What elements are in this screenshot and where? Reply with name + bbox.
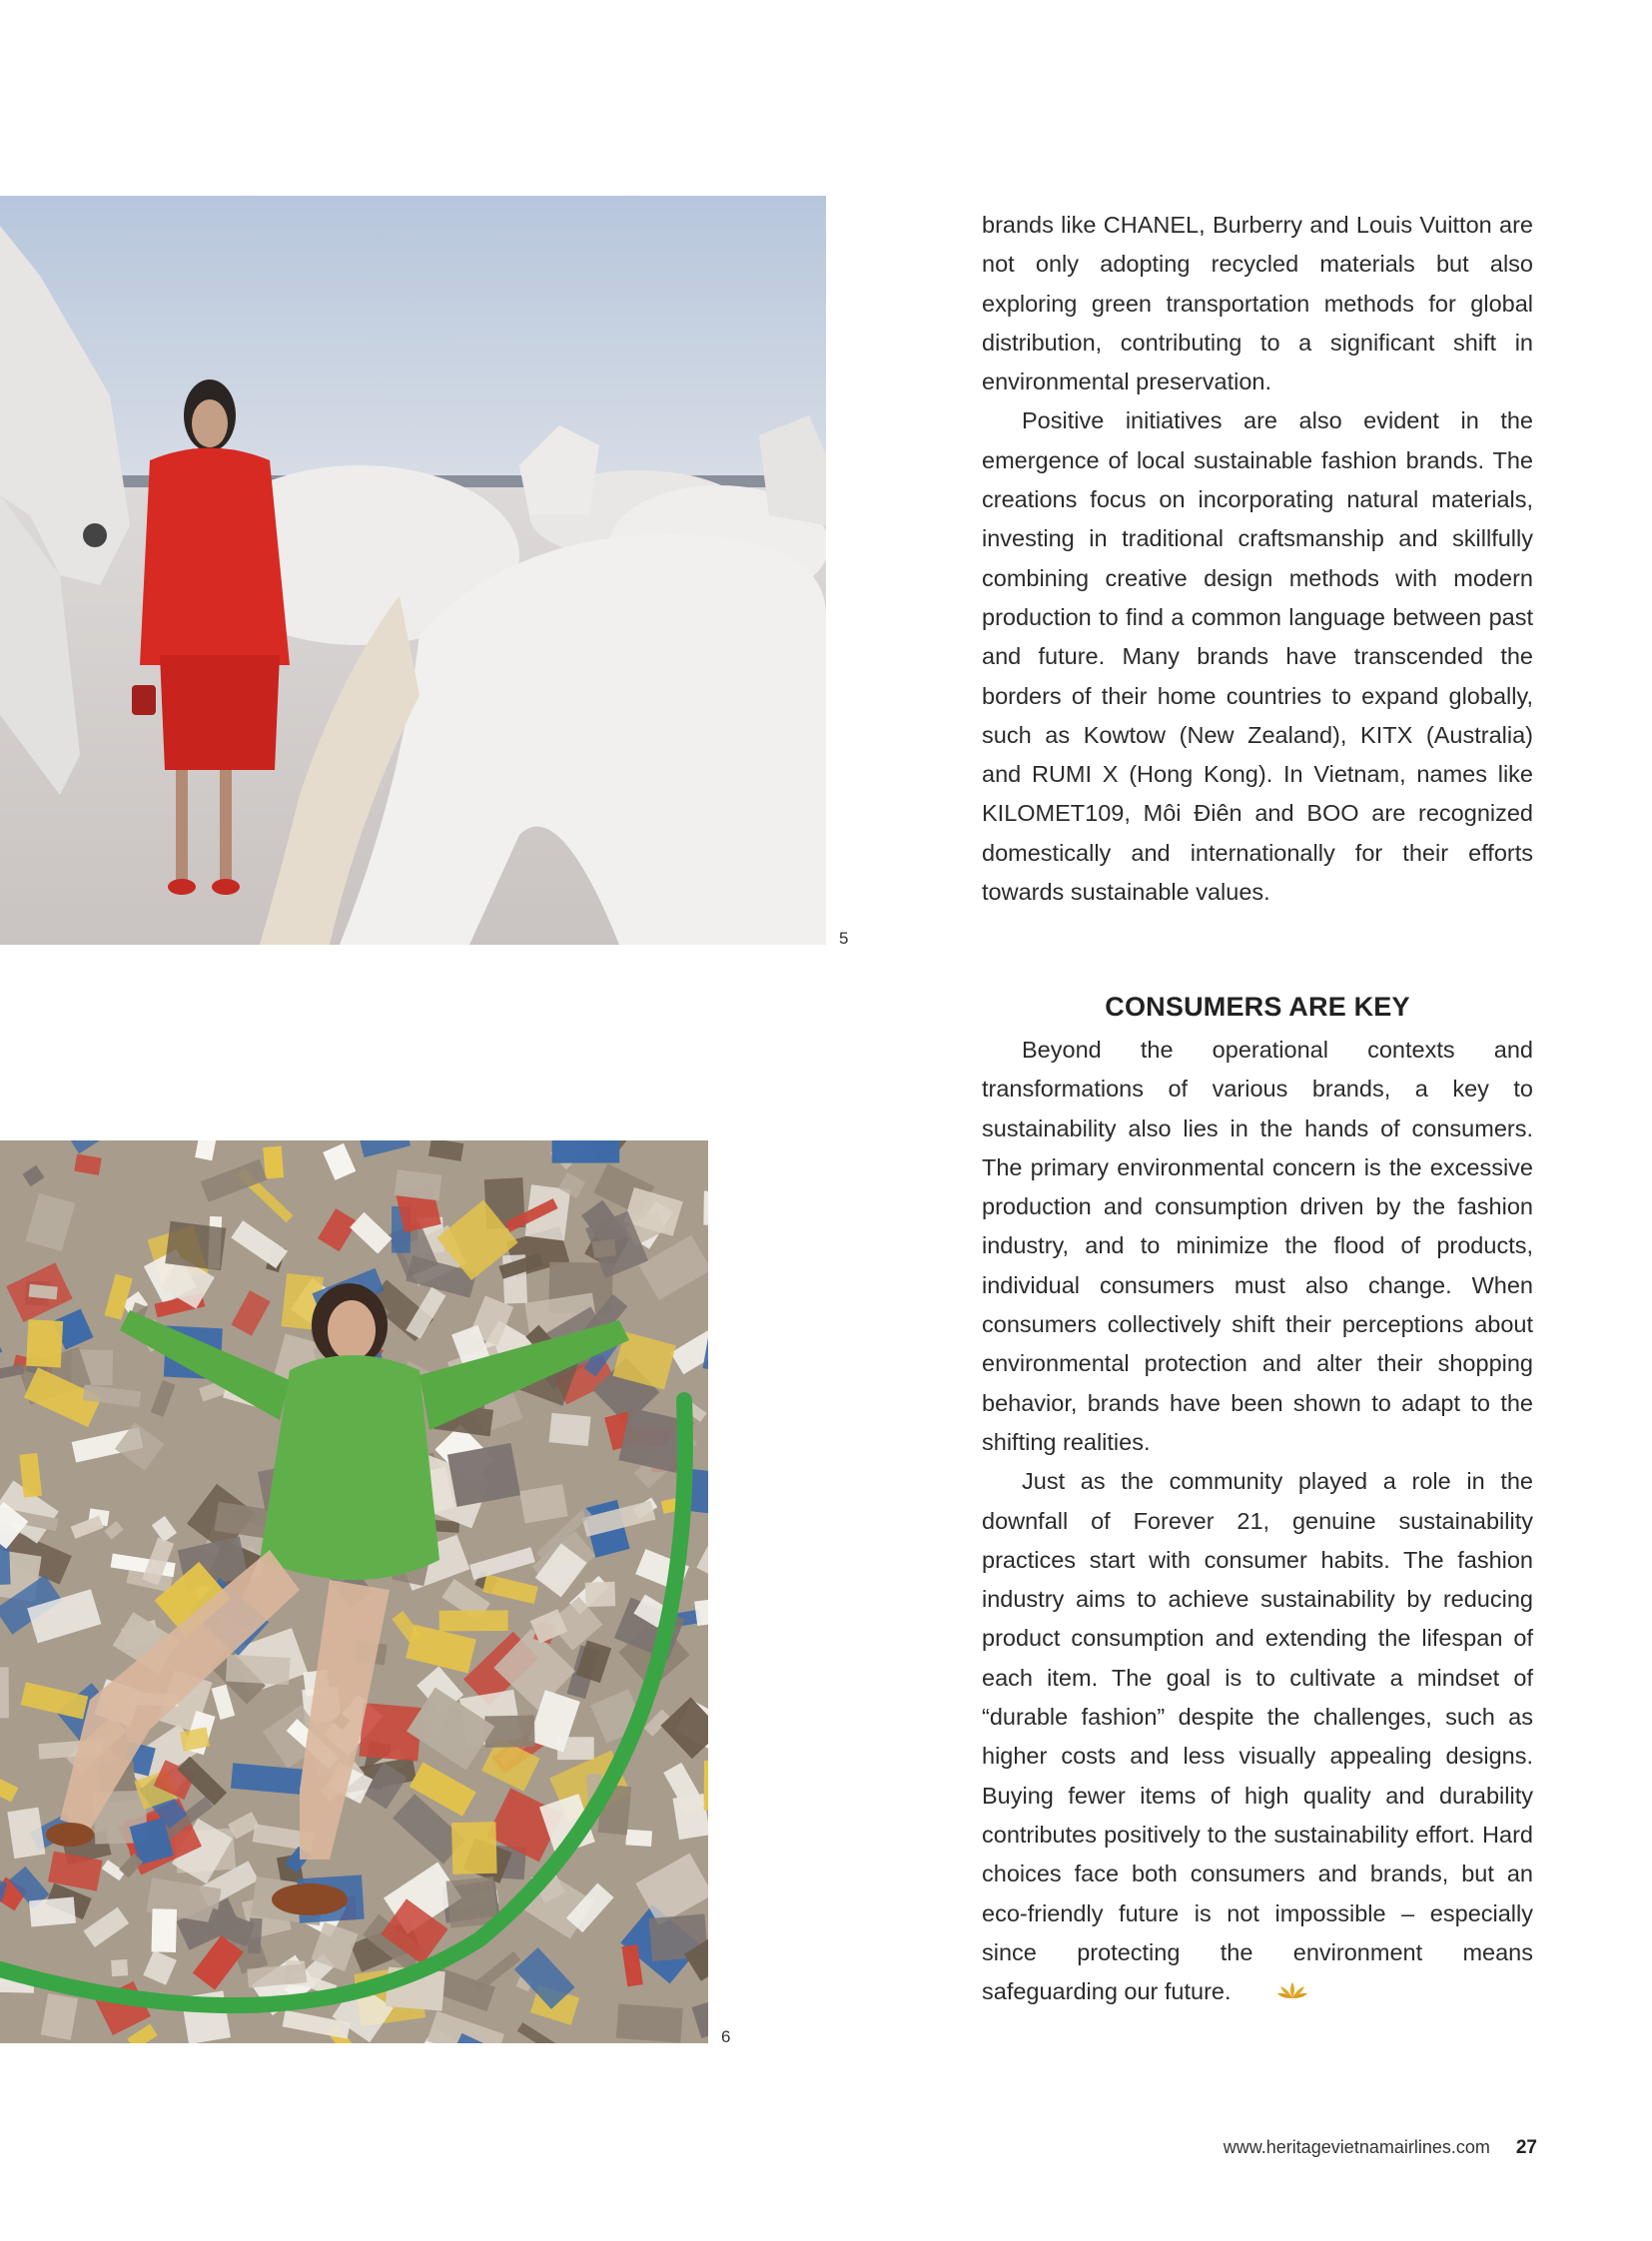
photo-model-with-horses (0, 196, 826, 945)
trash-piece (29, 1897, 76, 1927)
photo-5-number: 5 (839, 929, 849, 948)
photo-model-on-trash (0, 1140, 708, 2043)
article-paragraph: brands like CHANEL, Burberry and Louis Vuitton are not only adopting recycled materials but also exploring green transportation methods for global distribution, contributing to a significant shift in environmental preservation. (982, 212, 1533, 395)
trash-piece (484, 1716, 534, 1748)
trash-piece (395, 1169, 442, 1200)
trash-piece (165, 1221, 226, 1270)
page-number: 27 (1515, 2137, 1537, 2158)
trash-piece (616, 2003, 683, 2042)
trash-piece (439, 1610, 508, 1631)
trash-piece (0, 1667, 9, 1718)
trash-piece (704, 1761, 708, 1811)
trash-piece (263, 1146, 284, 1179)
trash-piece (29, 1284, 58, 1299)
article-column-top (982, 206, 1533, 912)
trash-piece (451, 1822, 497, 1874)
article-paragraph-last (982, 1462, 1533, 2012)
photo-6-number: 6 (721, 2027, 731, 2046)
trash-piece (592, 1239, 616, 1258)
trash-piece (549, 1413, 591, 1446)
horses-image (0, 196, 826, 945)
trash-piece (625, 1830, 652, 1847)
lotus-icon (1238, 1973, 1307, 2012)
article-paragraph: Just as the community played a role in the downfall of Forever 21, genuine sustainability practices start with consumer habits. The fashion industry aims to achieve sustainability by reducing product consumption and extending the lifespan of each item. The goal is to cultivate a mindset of “durable fashion” despite the challenges, such as higher costs and less visually appealing designs. Buying fewer items of high quality and durability contributes positively to the sustainability effort. Hard choices face both consumers and brands, but an eco-friendly future is not impossible – especially since protecting the environment means safeguarding our future. (982, 1468, 1533, 2005)
section-heading: CONSUMERS ARE KEY (1105, 992, 1410, 1022)
footer-url: www.heritagevietnamairlines.com (1223, 2137, 1490, 2157)
trash-piece (111, 1959, 128, 1976)
article-column-bottom (982, 1031, 1533, 2013)
trash-piece (226, 1654, 291, 1685)
trash-piece (585, 1582, 615, 1607)
trash-piece (152, 1908, 178, 1952)
trash-piece (552, 1140, 620, 1163)
trash-image (0, 1140, 708, 2043)
article-paragraph: Beyond the operational contexts and transformations of various brands, a key to sustainability also lies in the hands of consumers. The primary environmental concern is the excessive production and consumption driven by the fashion industry, and to minimize the flood of products, individual consumers must also change. When consumers collectively shift their perceptions about environmental protection and alter their shopping behavior, brands have been shown to adapt to the shifting realities. (982, 1037, 1533, 1455)
page-footer (1224, 2137, 1537, 2159)
article-paragraph: Positive initiatives are also evident in the emergence of local sustainable fashion brands. The creations focus on incorporating natural materials, investing in traditional craftsmanship and skillfully combining creative design methods with modern production to find a common language between past and future. Many brands have transcended the borders of their home countries to expand globally, such as Kowtow (New Zealand), KITX (Australia) and RUMI X (Hong Kong). In Vietnam, names like KILOMET109, Môi Điên and BOO are recognized domestically and internationally for their efforts towards sustainable values. (982, 407, 1533, 906)
trash-piece (703, 1191, 708, 1226)
trash-piece (26, 1319, 63, 1367)
